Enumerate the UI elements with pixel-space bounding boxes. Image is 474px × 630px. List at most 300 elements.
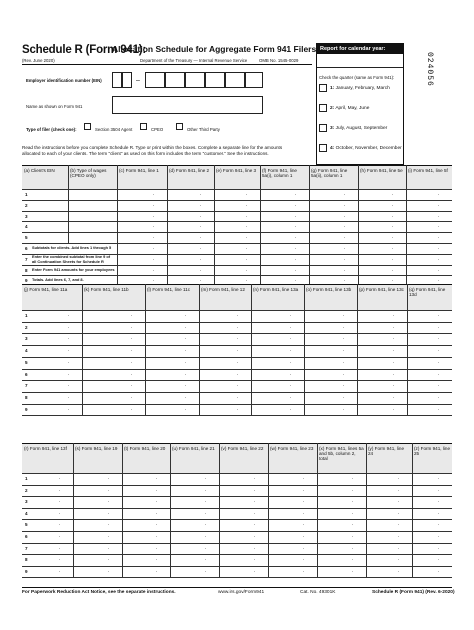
amount-cell[interactable] (305, 393, 356, 403)
amount-cell[interactable] (252, 346, 303, 356)
amount-cell[interactable] (200, 358, 250, 368)
amount-cell[interactable] (74, 486, 121, 496)
decimal-point: . (108, 509, 110, 516)
amount-cell[interactable] (408, 346, 451, 356)
decimal-point: . (343, 323, 345, 330)
decimal-point: . (68, 323, 70, 330)
amount-cell[interactable] (252, 393, 303, 403)
decimal-point: . (438, 191, 440, 197)
decimal-point: . (290, 335, 292, 342)
amount-cell[interactable] (146, 323, 198, 333)
amount-cell[interactable] (69, 212, 116, 221)
table-row: 1 (25, 476, 28, 481)
amount-cell[interactable] (305, 370, 356, 380)
amount-cell[interactable] (123, 474, 169, 484)
amount-cell[interactable] (168, 233, 213, 242)
amount-cell[interactable] (118, 190, 166, 199)
amount-cell[interactable] (215, 222, 259, 231)
amount-cell[interactable] (23, 346, 81, 356)
amount-cell[interactable] (269, 532, 316, 542)
amount-cell[interactable] (123, 555, 169, 565)
amount-cell[interactable] (367, 532, 411, 542)
amount-cell[interactable] (74, 567, 121, 577)
amount-cell[interactable] (74, 474, 121, 484)
amount-cell[interactable] (123, 509, 169, 519)
decimal-point: . (68, 405, 70, 412)
decimal-point: . (185, 382, 187, 389)
cpeo-checkbox[interactable] (140, 123, 147, 130)
amount-cell[interactable] (23, 311, 81, 321)
amount-cell[interactable] (413, 497, 451, 507)
amount-cell[interactable] (261, 212, 308, 221)
amount-cell[interactable] (83, 311, 144, 321)
decimal-point: . (185, 370, 187, 377)
amount-cell[interactable] (358, 405, 406, 415)
decimal-point: . (153, 266, 155, 273)
ein-digit-box[interactable] (185, 72, 205, 88)
amount-cell[interactable] (220, 474, 267, 484)
amount-cell[interactable] (146, 358, 198, 368)
decimal-point: . (295, 255, 297, 262)
amount-cell[interactable] (200, 346, 250, 356)
decimal-point: . (303, 509, 305, 516)
amount-cell[interactable] (252, 323, 303, 333)
amount-cell[interactable] (408, 358, 451, 368)
decimal-point: . (344, 212, 346, 219)
column-header: (g) Form 941, line 5a(ii), column 1 (311, 168, 348, 179)
decimal-point: . (438, 533, 440, 539)
table-row-rule (22, 275, 452, 276)
decimal-point: . (68, 393, 70, 400)
amount-cell[interactable] (215, 190, 259, 199)
amount-cell[interactable] (74, 532, 121, 542)
ein-digit-box[interactable] (205, 72, 225, 88)
amount-cell[interactable] (23, 222, 67, 231)
amount-cell[interactable] (123, 532, 169, 542)
amount-cell[interactable] (200, 370, 250, 380)
amount-cell[interactable] (171, 509, 218, 519)
quarter-1-checkbox[interactable] (319, 84, 327, 92)
amount-cell[interactable] (252, 311, 303, 321)
amount-cell[interactable] (83, 393, 144, 403)
amount-cell[interactable] (413, 567, 451, 577)
name-input[interactable] (112, 96, 263, 114)
quarter-2-checkbox[interactable] (319, 104, 327, 112)
amount-cell[interactable] (408, 405, 451, 415)
calendar-year-input[interactable] (317, 54, 403, 68)
amount-cell[interactable] (252, 370, 303, 380)
amount-cell[interactable] (74, 544, 121, 554)
amount-cell[interactable] (408, 323, 451, 333)
amount-cell[interactable] (261, 233, 308, 242)
decimal-point: . (59, 475, 61, 481)
amount-cell[interactable] (23, 190, 67, 199)
amount-cell[interactable] (118, 201, 166, 210)
amount-cell[interactable] (168, 201, 213, 210)
amount-cell[interactable] (413, 544, 451, 554)
amount-cell[interactable] (252, 381, 303, 391)
amount-cell[interactable] (269, 486, 316, 496)
amount-cell[interactable] (74, 497, 121, 507)
amount-cell[interactable] (318, 520, 365, 530)
amount-cell[interactable] (367, 474, 411, 484)
amount-cell[interactable] (23, 532, 72, 542)
amount-cell[interactable] (123, 544, 169, 554)
amount-cell[interactable] (23, 555, 72, 565)
amount-cell[interactable] (171, 544, 218, 554)
amount-cell[interactable] (118, 222, 166, 231)
amount-cell[interactable] (171, 497, 218, 507)
amount-cell[interactable] (168, 222, 213, 231)
decimal-point: . (398, 475, 400, 481)
amount-cell[interactable] (123, 567, 169, 577)
decimal-point: . (185, 312, 187, 318)
decimal-point: . (156, 498, 158, 505)
amount-cell[interactable] (146, 381, 198, 391)
ein-label: Employer identification number (EIN) (26, 78, 102, 83)
decimal-point: . (438, 509, 440, 516)
amount-cell[interactable] (359, 233, 405, 242)
other-third-party-checkbox[interactable] (176, 123, 183, 130)
amount-cell[interactable] (269, 567, 316, 577)
decimal-point: . (153, 245, 155, 251)
amount-cell[interactable] (23, 497, 72, 507)
column-header: (l) Form 941, line 11c (147, 287, 191, 292)
decimal-point: . (156, 521, 158, 528)
amount-cell[interactable] (83, 334, 144, 344)
amount-cell[interactable] (171, 474, 218, 484)
amount-cell[interactable] (408, 334, 451, 344)
amount-cell[interactable] (146, 393, 198, 403)
ein-digit-box[interactable] (165, 72, 185, 88)
amount-cell[interactable] (407, 233, 451, 242)
amount-cell[interactable] (23, 233, 67, 242)
amount-cell[interactable] (23, 381, 81, 391)
amount-cell[interactable] (310, 190, 357, 199)
amount-cell[interactable] (269, 555, 316, 565)
amount-cell[interactable] (408, 370, 451, 380)
decimal-point: . (254, 567, 256, 574)
amount-cell[interactable] (310, 201, 357, 210)
amount-cell[interactable] (358, 334, 406, 344)
amount-cell[interactable] (23, 405, 81, 415)
amount-cell[interactable] (23, 334, 81, 344)
amount-cell[interactable] (358, 381, 406, 391)
table-row: 1 (25, 313, 28, 318)
decimal-point: . (59, 556, 61, 563)
amount-cell[interactable] (358, 346, 406, 356)
amount-cell[interactable] (310, 222, 357, 231)
cpeo-label: CPEO (151, 127, 164, 132)
amount-cell[interactable] (305, 323, 356, 333)
irs-url[interactable]: www.irs.gov/Form941 (218, 590, 265, 595)
quarter-3-label: 3: July, August, September (330, 126, 388, 131)
amount-cell[interactable] (23, 520, 72, 530)
amount-cell[interactable] (408, 311, 451, 321)
amount-cell[interactable] (413, 520, 451, 530)
amount-cell[interactable] (215, 201, 259, 210)
amount-cell[interactable] (200, 334, 250, 344)
amount-cell[interactable] (220, 555, 267, 565)
amount-cell[interactable] (118, 212, 166, 221)
decimal-point: . (438, 486, 440, 493)
amount-cell[interactable] (83, 346, 144, 356)
decimal-point: . (438, 335, 440, 342)
amount-cell[interactable] (367, 520, 411, 530)
amount-cell[interactable] (200, 323, 250, 333)
decimal-point: . (393, 335, 395, 342)
amount-cell[interactable] (83, 405, 144, 415)
decimal-point: . (438, 245, 440, 251)
amount-cell[interactable] (23, 358, 81, 368)
amount-cell[interactable] (252, 334, 303, 344)
row-label: Enter the combined subtotal from line 9 of (32, 253, 111, 259)
column-header: (d) Form 941, line 2 (169, 168, 210, 173)
amount-cell[interactable] (23, 567, 72, 577)
amount-cell[interactable] (269, 474, 316, 484)
amount-cell[interactable] (123, 520, 169, 530)
amount-cell[interactable] (358, 370, 406, 380)
decimal-point: . (295, 234, 297, 241)
amount-cell[interactable] (310, 212, 357, 221)
amount-cell[interactable] (261, 201, 308, 210)
decimal-point: . (68, 312, 70, 318)
amount-cell[interactable] (358, 393, 406, 403)
section-3504-checkbox[interactable] (84, 123, 91, 130)
decimal-point: . (185, 335, 187, 342)
amount-cell[interactable] (74, 520, 121, 530)
amount-cell[interactable] (367, 486, 411, 496)
amount-cell[interactable] (269, 509, 316, 519)
other-third-party-label: Other Third Party (187, 127, 220, 132)
amount-cell[interactable] (269, 544, 316, 554)
column-header: (s) Form 941, line 19 (75, 446, 118, 451)
table-row: 4 (25, 348, 28, 354)
decimal-point: . (438, 212, 440, 219)
amount-cell[interactable] (269, 497, 316, 507)
amount-cell[interactable] (220, 520, 267, 530)
amount-cell[interactable] (252, 358, 303, 368)
amount-cell[interactable] (359, 190, 405, 199)
amount-cell[interactable] (200, 393, 250, 403)
amount-cell[interactable] (200, 405, 250, 415)
amount-cell[interactable] (358, 358, 406, 368)
amount-cell[interactable] (215, 233, 259, 242)
decimal-point: . (131, 370, 133, 377)
amount-cell[interactable] (146, 405, 198, 415)
amount-cell[interactable] (305, 358, 356, 368)
amount-cell[interactable] (118, 233, 166, 242)
amount-cell[interactable] (367, 544, 411, 554)
amount-cell[interactable] (359, 212, 405, 221)
amount-cell[interactable] (83, 370, 144, 380)
decimal-point: . (438, 475, 440, 481)
decimal-point: . (344, 266, 346, 273)
decimal-point: . (237, 370, 239, 377)
amount-cell[interactable] (171, 520, 218, 530)
amount-cell[interactable] (83, 323, 144, 333)
amount-cell[interactable] (69, 233, 116, 242)
amount-cell[interactable] (407, 190, 451, 199)
amount-cell[interactable] (318, 555, 365, 565)
amount-cell[interactable] (220, 544, 267, 554)
amount-cell[interactable] (367, 555, 411, 565)
amount-cell[interactable] (408, 393, 451, 403)
quarter-4-checkbox[interactable] (319, 144, 327, 152)
amount-cell[interactable] (69, 190, 116, 199)
amount-cell[interactable] (23, 323, 81, 333)
decimal-point: . (131, 393, 133, 400)
amount-cell[interactable] (318, 486, 365, 496)
ein-digit-box[interactable] (245, 72, 263, 88)
amount-cell[interactable] (358, 311, 406, 321)
amount-cell[interactable] (305, 381, 356, 391)
decimal-point: . (344, 245, 346, 251)
amount-cell[interactable] (261, 190, 308, 199)
amount-cell[interactable] (23, 201, 67, 210)
amount-cell[interactable] (171, 486, 218, 496)
decimal-point: . (246, 277, 248, 284)
amount-cell[interactable] (83, 381, 144, 391)
amount-cell[interactable] (168, 190, 213, 199)
amount-cell[interactable] (367, 497, 411, 507)
quarter-3-checkbox[interactable] (319, 124, 327, 132)
decimal-point: . (290, 405, 292, 412)
amount-cell[interactable] (359, 201, 405, 210)
amount-cell[interactable] (220, 509, 267, 519)
decimal-point: . (438, 255, 440, 262)
decimal-point: . (344, 223, 346, 230)
amount-cell[interactable] (252, 405, 303, 415)
amount-cell[interactable] (146, 311, 198, 321)
amount-cell[interactable] (171, 532, 218, 542)
decimal-point: . (295, 266, 297, 273)
amount-cell[interactable] (171, 567, 218, 577)
decimal-point: . (438, 223, 440, 230)
amount-cell[interactable] (220, 486, 267, 496)
amount-cell[interactable] (413, 474, 451, 484)
amount-cell[interactable] (23, 509, 72, 519)
amount-cell[interactable] (318, 532, 365, 542)
amount-cell[interactable] (318, 497, 365, 507)
amount-cell[interactable] (310, 233, 357, 242)
omb-number: OMB No. 1545-0029 (259, 58, 299, 63)
amount-cell[interactable] (23, 370, 81, 380)
decimal-point: . (200, 255, 202, 262)
form-subtitle: Allocation Schedule for Aggregate Form 941 Filers (112, 44, 317, 54)
decimal-point: . (156, 556, 158, 563)
amount-cell[interactable] (74, 555, 121, 565)
amount-cell[interactable] (168, 212, 213, 221)
ein-digit-box[interactable] (122, 72, 132, 88)
filer-type-label: Type of filer (check one): (26, 127, 77, 132)
table-row: 6 (25, 371, 28, 377)
decimal-point: . (153, 212, 155, 219)
decimal-point: . (398, 498, 400, 505)
amount-cell[interactable] (123, 486, 169, 496)
amount-cell[interactable] (74, 509, 121, 519)
decimal-point: . (200, 234, 202, 241)
amount-cell[interactable] (318, 509, 365, 519)
amount-cell[interactable] (261, 222, 308, 231)
ein-dash: – (136, 77, 140, 84)
amount-cell[interactable] (171, 555, 218, 565)
amount-cell[interactable] (305, 405, 356, 415)
decimal-point: . (438, 556, 440, 563)
amount-cell[interactable] (220, 532, 267, 542)
amount-cell[interactable] (318, 567, 365, 577)
amount-cell[interactable] (413, 555, 451, 565)
amount-cell[interactable] (83, 358, 144, 368)
amount-cell[interactable] (23, 544, 72, 554)
amount-cell[interactable] (305, 334, 356, 344)
amount-cell[interactable] (146, 370, 198, 380)
decimal-point: . (352, 544, 354, 551)
quarter-1-label: 1: January, February, March (330, 86, 390, 91)
amount-cell[interactable] (367, 509, 411, 519)
amount-cell[interactable] (367, 567, 411, 577)
ein-digit-box[interactable] (225, 72, 245, 88)
amount-cell[interactable] (215, 212, 259, 221)
amount-cell[interactable] (220, 497, 267, 507)
amount-cell[interactable] (200, 311, 250, 321)
decimal-point: . (254, 544, 256, 551)
amount-cell[interactable] (146, 334, 198, 344)
decimal-point: . (108, 486, 110, 493)
decimal-point: . (237, 323, 239, 330)
decimal-point: . (131, 323, 133, 330)
amount-cell[interactable] (413, 509, 451, 519)
decimal-point: . (205, 498, 207, 505)
amount-cell[interactable] (23, 212, 67, 221)
amount-cell[interactable] (359, 222, 405, 231)
decimal-point: . (438, 201, 440, 208)
amount-cell[interactable] (220, 567, 267, 577)
amount-cell[interactable] (408, 381, 451, 391)
amount-cell[interactable] (407, 201, 451, 210)
table-row: 6 (25, 534, 28, 539)
amount-cell[interactable] (69, 201, 116, 210)
amount-cell[interactable] (413, 532, 451, 542)
amount-cell[interactable] (305, 346, 356, 356)
amount-cell[interactable] (200, 381, 250, 391)
amount-cell[interactable] (305, 311, 356, 321)
amount-cell[interactable] (23, 474, 72, 484)
ein-digit-box[interactable] (112, 72, 122, 88)
decimal-point: . (392, 245, 394, 251)
decimal-point: . (290, 370, 292, 377)
ein-digit-box[interactable] (145, 72, 165, 88)
decimal-point: . (59, 486, 61, 493)
column-header: (b) Type of wages (CPEO only) (70, 168, 107, 179)
name-label: Name as shown on Form 941 (26, 104, 83, 109)
amount-cell[interactable] (23, 393, 81, 403)
amount-cell[interactable] (23, 486, 72, 496)
decimal-point: . (156, 567, 158, 574)
amount-cell[interactable] (318, 474, 365, 484)
amount-cell[interactable] (318, 544, 365, 554)
amount-cell[interactable] (123, 497, 169, 507)
amount-cell[interactable] (413, 486, 451, 496)
amount-cell[interactable] (69, 222, 116, 231)
column-header: (h) Form 941, line 5e (360, 168, 403, 173)
amount-cell[interactable] (146, 346, 198, 356)
amount-cell[interactable] (269, 520, 316, 530)
amount-cell[interactable] (407, 222, 451, 231)
amount-cell[interactable] (358, 323, 406, 333)
amount-cell[interactable] (407, 212, 451, 221)
decimal-point: . (343, 358, 345, 365)
